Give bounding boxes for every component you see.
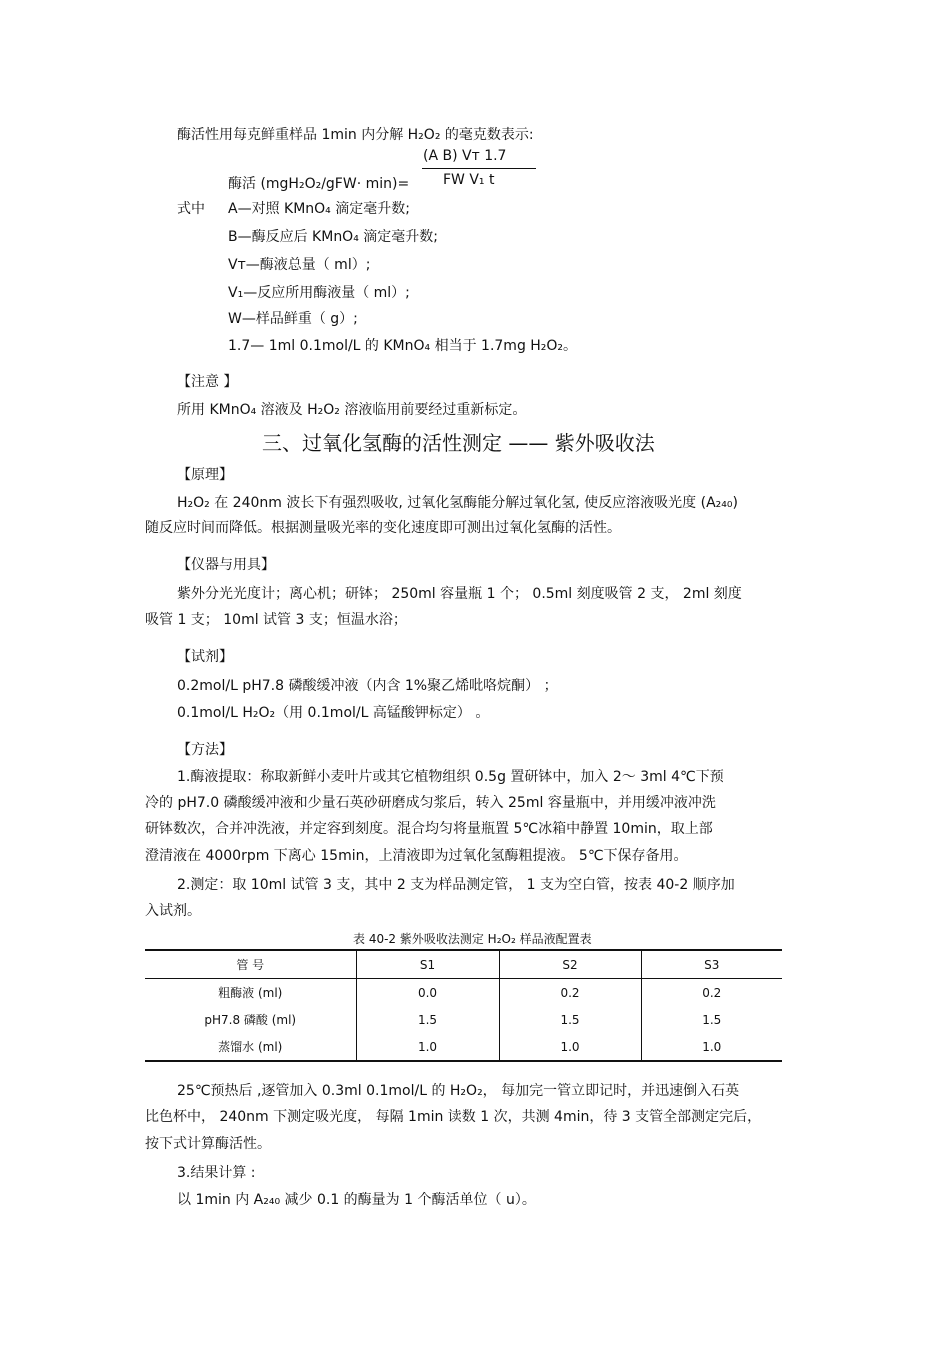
principle-line-1: H₂O₂ 在 240nm 波长下有强烈吸收, 过氧化氢酶能分解过氧化氢, 使反应溶液吸光度 (A₂₄₀)	[177, 495, 738, 511]
table-row	[145, 1033, 782, 1061]
formula-label: 酶活 (mgH₂O₂/gFW· min)=	[228, 176, 410, 192]
reagent-table	[145, 949, 782, 1062]
table-cell: 1.5	[641, 1006, 782, 1033]
definition-w: W—样品鲜重（ g）;	[228, 311, 358, 327]
instrument-line-2: 吸管 1 支； 10ml 试管 3 支；恒温水浴；	[145, 612, 407, 628]
definition-constant: 1.7— 1ml 0.1mol/L 的 KMnO₄ 相当于 1.7mg H₂O₂。	[228, 338, 578, 354]
formula-denominator: FW V₁ t	[443, 172, 495, 188]
table-cell: 1.0	[499, 1033, 641, 1061]
table-row	[145, 979, 782, 1007]
table-cell: 1.0	[641, 1033, 782, 1061]
definition-a: A—对照 KMnO₄ 滴定毫升数;	[228, 201, 410, 217]
method-heading: 【方法】	[177, 742, 233, 758]
note-heading: 【注意 】	[177, 374, 238, 390]
table-cell: 1.5	[499, 1006, 641, 1033]
procedure-line-1: 25℃预热后 ,逐管加入 0.3ml 0.1mol/L 的 H₂O₂， 每加完一管立即记时，并迅速倒入石英	[177, 1083, 740, 1099]
table-row	[145, 1006, 782, 1033]
reagent-line-1: 0.2mol/L pH7.8 磷酸缓冲液（内含 1%聚乙烯吡咯烷酮） ；	[177, 678, 558, 694]
instrument-heading: 【仪器与用具】	[177, 557, 275, 573]
reagent-heading: 【试剂】	[177, 649, 233, 665]
section-title: 三、过氧化氢酶的活性测定 —— 紫外吸收法	[262, 431, 655, 455]
fraction-bar	[422, 168, 536, 169]
method-1-line-2: 冷的 pH7.0 磷酸缓冲液和少量石英砂研磨成匀浆后，转入 25ml 容量瓶中，并用缓冲液冲洗	[145, 795, 716, 811]
reagent-line-2: 0.1mol/L H₂O₂（用 0.1mol/L 高锰酸钾标定） 。	[177, 705, 490, 721]
definition-vt: Vт—酶液总量（ ml）;	[228, 257, 371, 273]
table-cell: pH7.8 磷酸 (ml)	[204, 1013, 297, 1027]
definition-v1: V₁—反应所用酶液量（ ml）;	[228, 285, 410, 301]
table-cell: 1.0	[356, 1033, 499, 1061]
method-2-line-2: 入试剂。	[145, 903, 201, 919]
table-cell: 0.2	[499, 979, 641, 1007]
definition-b: B—酶反应后 KMnO₄ 滴定毫升数;	[228, 229, 438, 245]
table-header-cell: 管 号	[145, 950, 356, 979]
result-text: 以 1min 内 A₂₄₀ 减少 0.1 的酶量为 1 个酶活单位（ u）。	[177, 1192, 536, 1208]
table-cell: 0.0	[356, 979, 499, 1007]
table-cell: 蒸馏水 (ml)	[145, 1033, 356, 1061]
procedure-line-3: 按下式计算酶活性。	[145, 1136, 271, 1152]
formula-intro: 酶活性用每克鲜重样品 1min 内分解 H₂O₂ 的毫克数表示:	[177, 127, 534, 143]
table-header-row	[145, 950, 782, 979]
formula-numerator: (A B) Vт 1.7	[423, 148, 507, 164]
result-heading: 3.结果计算 :	[177, 1165, 256, 1181]
method-1-line-1: 1.酶液提取：称取新鲜小麦叶片或其它植物组织 0.5g 置研钵中，加入 2～ 3ml 4℃下预	[177, 769, 724, 785]
table-cell: 0.2	[641, 979, 782, 1007]
table-caption: 表 40-2 紫外吸收法测定 H₂O₂ 样品液配置表	[353, 932, 592, 946]
method-1-line-3: 研钵数次，合并冲洗液，并定容到刻度。混合均匀将量瓶置 5℃冰箱中静置 10min，取上部	[145, 821, 713, 837]
principle-heading: 【原理】	[177, 467, 233, 483]
table-cell: 粗酶液 (ml)	[218, 986, 283, 1000]
table-cell: 1.5	[356, 1006, 499, 1033]
note-text: 所用 KMnO₄ 溶液及 H₂O₂ 溶液临用前要经过重新标定。	[177, 402, 527, 418]
method-2-line-1: 2.测定：取 10ml 试管 3 支，其中 2 支为样品测定管， 1 支为空白管，按表 40-2 顺序加	[177, 877, 735, 893]
instrument-line-1: 紫外分光光度计；离心机；研钵； 250ml 容量瓶 1 个； 0.5ml 刻度吸管 2 支， 2ml 刻度	[177, 586, 742, 602]
principle-line-2: 随反应时间而降低。根据测量吸光率的变化速度即可测出过氧化氢酶的活性。	[145, 520, 621, 536]
method-1-line-4: 澄清液在 4000rpm 下离心 15min，上清液即为过氧化氢酶粗提液。 5℃下保存备用。	[145, 848, 688, 864]
table-header-cell: S1	[356, 950, 499, 979]
table-header-cell: S2	[499, 950, 641, 979]
procedure-line-2: 比色杯中， 240nm 下测定吸光度， 每隔 1min 读数 1 次，共测 4min，待 3 支管全部测定完后，	[145, 1109, 762, 1125]
definitions-lead: 式中	[177, 201, 205, 217]
table-header-cell: S3	[641, 950, 782, 979]
